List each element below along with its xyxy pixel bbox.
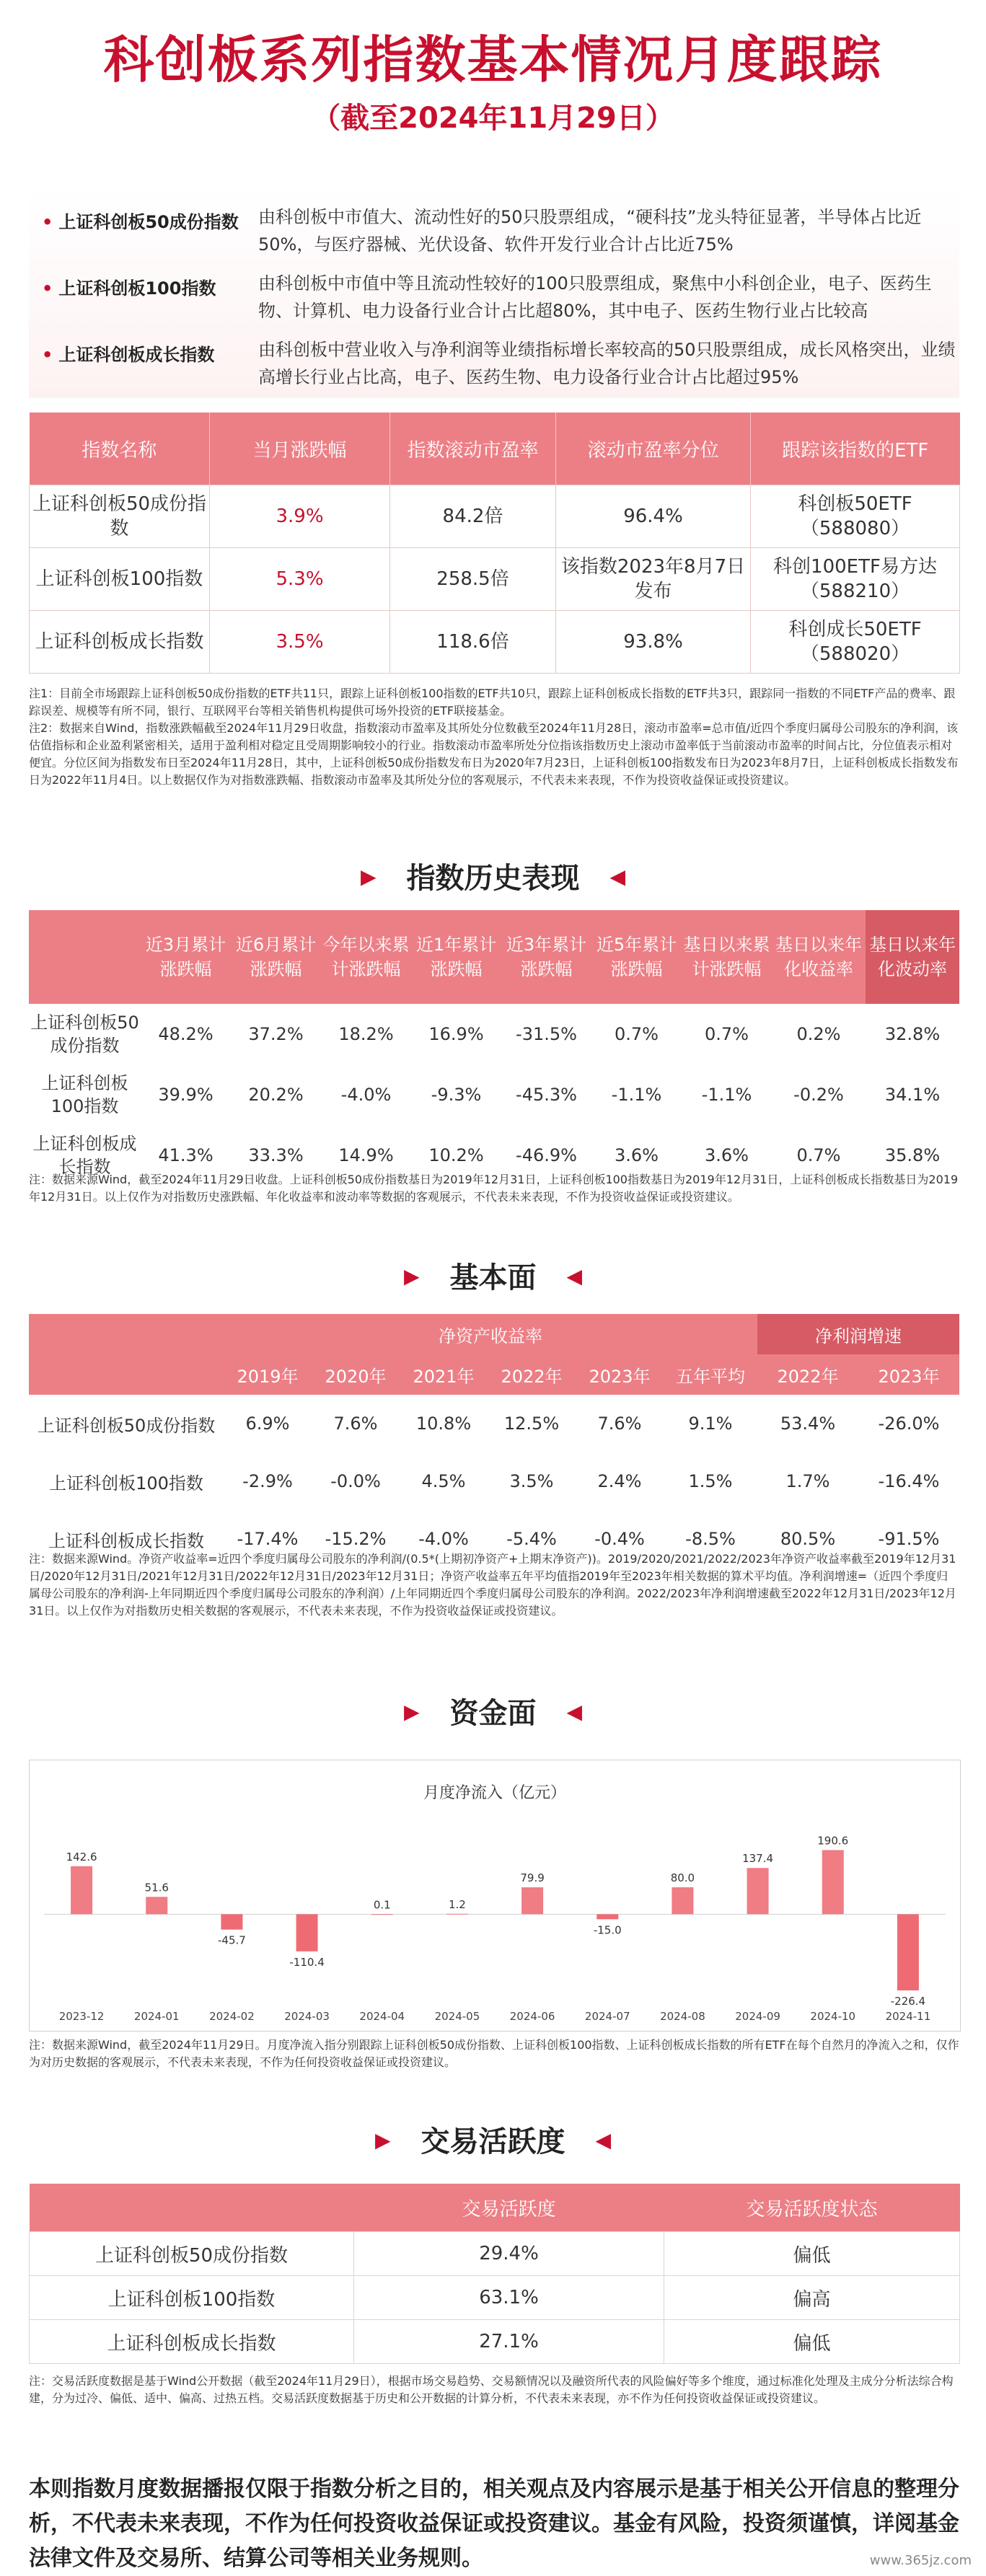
index-intro-panel xyxy=(29,189,959,398)
group-header-roe: 净资产收益率 xyxy=(224,1314,757,1354)
column-header: 交易活跃度 xyxy=(354,2184,664,2232)
index-name-cell: 上证科创板100指数 xyxy=(41,1073,128,1116)
column-header: 今年以来累计涨跌幅 xyxy=(321,910,411,1004)
fund-flow-chart xyxy=(29,1760,961,2032)
table-row xyxy=(30,2232,960,2276)
value-cell: 0.2% xyxy=(796,1024,841,1044)
group-header-profit-growth: 净利润增速 xyxy=(757,1314,959,1354)
pe-cell: 118.6倍 xyxy=(390,611,556,674)
chart-bar-2023-12 xyxy=(71,1866,92,1915)
fundamentals-table xyxy=(29,1314,959,1568)
activity-status-cell: 偏高 xyxy=(664,2276,960,2320)
value-cell: 32.8% xyxy=(884,1024,941,1044)
value-cell: 35.8% xyxy=(884,1145,941,1165)
value-cell: 1.7% xyxy=(785,1471,830,1491)
table-header-row xyxy=(29,910,959,1004)
value-cell: 10.8% xyxy=(415,1413,472,1434)
value-cell: -1.1% xyxy=(701,1085,752,1105)
intro-index-name: • 上证科创板100指数 xyxy=(42,274,216,299)
value-cell: 0.7% xyxy=(796,1145,841,1165)
column-header: 基日以来累计涨跌幅 xyxy=(682,910,772,1004)
value-cell: 48.2% xyxy=(158,1024,214,1044)
section-title-history xyxy=(0,864,986,893)
column-header: 交易活跃度状态 xyxy=(664,2184,960,2232)
etf-cell: 科创成长50ETF （588020） xyxy=(751,611,960,674)
history-performance-table xyxy=(29,910,959,1186)
value-cell: 10.2% xyxy=(428,1145,484,1165)
index-name-cell: 上证科创板成长指数 xyxy=(30,2320,354,2364)
column-header: 2020年 xyxy=(312,1354,400,1395)
chart-bar-2024-07 xyxy=(597,1914,618,1919)
table-row xyxy=(30,548,960,611)
disclaimer: 本则指数月度数据播报仅限于指数分析之目的，相关观点及内容展示是基于相关公开信息的整理分析，不代表未来表现，不作为任何投资收益保证或投资建议。基金有风险，投资须谨慎，详阅基金法律文件及交易所、结算公司等相关业务规则。 xyxy=(29,2476,959,2571)
etf-cell: 科创100ETF易方达 （588210） xyxy=(751,548,960,611)
table-row xyxy=(30,2320,960,2364)
value-cell: -0.2% xyxy=(793,1085,844,1105)
column-header xyxy=(29,1314,224,1395)
chart-x-tick-label: 2023-12 xyxy=(58,2010,105,2023)
intro-index-desc: 由科创板中市值大、流动性好的50只股票组成，“硬科技”龙头特征显著，半导体占比近50%，与医疗器械、光伏设备、软件开发行业合计占比近75% xyxy=(258,207,922,255)
value-cell: -46.9% xyxy=(516,1145,577,1165)
value-cell: 12.5% xyxy=(503,1413,560,1434)
table4-footnote: 注：交易活跃度数据是基于Wind公开数据（截至2024年11月29日），根据市场交易趋势、交易额情况以及融资所代表的风险偏好等多个维度，通过标准化处理及主成分分析法综合构建，分为过冷、偏低、适中、偏高、过热五档。交易活跃度数据基于历史和公开数据的计算分析，不代表未来表现，亦不作为任何投资收益保证或投资建议。 xyxy=(29,2374,954,2405)
chart-bar-2024-05 xyxy=(446,1914,468,1915)
value-cell: -26.0% xyxy=(878,1413,940,1434)
index-name-cell: 上证科创板100指数 xyxy=(30,548,210,611)
triangle-icon: ◀ xyxy=(609,865,626,888)
chart-x-tick-label: 2024-03 xyxy=(284,2010,330,2023)
section-title-text: 指数历史表现 xyxy=(406,862,580,895)
value-cell: 6.9% xyxy=(245,1413,290,1434)
column-header: 五年平均 xyxy=(664,1354,757,1395)
chart-x-tick-label: 2024-11 xyxy=(885,2010,931,2023)
value-cell: -1.1% xyxy=(611,1085,662,1105)
intro-index-desc: 由科创板中市值中等且流动性较好的100只股票组成，聚焦中小科创企业，电子、医药生物、计算机、电力设备行业合计占比超80%，其中电子、医药生物行业占比较高 xyxy=(258,273,932,321)
value-cell: -31.5% xyxy=(516,1024,577,1044)
column-header: 基日以来年化收益率 xyxy=(772,910,866,1004)
value-cell: -16.4% xyxy=(878,1471,940,1491)
chart-bar-2024-08 xyxy=(672,1887,693,1914)
index-summary-table xyxy=(29,413,960,674)
intro-index-desc: 由科创板中营业收入与净利润等业绩指标增长率较高的50只股票组成，成长风格突出，业绩高增长行业占比高，电子、医药生物、电力设备行业合计占比超过95% xyxy=(258,340,956,387)
value-cell: 7.6% xyxy=(333,1413,378,1434)
fund-flow-chart-svg xyxy=(30,1760,960,2031)
value-cell: 37.2% xyxy=(248,1024,304,1044)
value-cell: 34.1% xyxy=(884,1085,941,1105)
column-header: 指数滚动市盈率 xyxy=(390,413,556,485)
chart-data-label: 80.0 xyxy=(670,1871,695,1884)
value-cell: 41.3% xyxy=(158,1145,214,1165)
pe-percentile-cell: 96.4% xyxy=(556,485,751,548)
value-cell: 0.7% xyxy=(615,1024,659,1044)
table3-footnote: 注：数据来源Wind。净资产收益率=近四个季度归属母公司股东的净利润/(0.5*(上期初净资产+上期末净资产))。2019/2020/2021/2022/2023年净资产收益率截至2019年12月31日/2020年12月31日/2021年12月31日/2022年12月31日/2023年12月31日；净资产收益率五年平均值指2019年至2023年相关数据的算术平均值。净利润增速=（近四个季度归属母公司股东的净利润-上年同期近四个季度归属母公司股东的净利润）/上年同期近四个季度归属母公司股东的净利润。2022/2023年净利润增速截至2022年12月31日/2023年12月31日。以上仅作为对指数历史相关数据的客观展示，不代表未来表现，不作为投资收益保证或投资建议。 xyxy=(29,1552,956,1618)
table-header-row xyxy=(30,2184,960,2232)
chart-x-tick-label: 2024-10 xyxy=(810,2010,856,2023)
chart-bar-2024-04 xyxy=(371,1914,393,1915)
value-cell: -91.5% xyxy=(878,1529,940,1549)
value-cell: -17.4% xyxy=(237,1529,299,1549)
chart-footnote: 注：数据来源Wind，截至2024年11月29日。月度净流入指分别跟踪上证科创板50成份指数、上证科创板100指数、上证科创板成长指数的所有ETF在每个自然月的净流入之和，仅作为对历史数据的客观展示，不代表未来表现，不作为任何投资收益保证或投资建议。 xyxy=(29,2038,959,2069)
table-row xyxy=(29,1395,959,1452)
table-row xyxy=(29,1452,959,1510)
value-cell: 53.4% xyxy=(780,1413,836,1434)
trading-activity-table xyxy=(29,2184,960,2364)
index-name-cell: 上证科创板100指数 xyxy=(49,1473,203,1494)
chart-data-label: 0.1 xyxy=(373,1898,391,1912)
value-cell: 16.9% xyxy=(428,1024,484,1044)
pe-cell: 258.5倍 xyxy=(390,548,556,611)
table1-footnote: 注1：目前全市场跟踪上证科创板50成份指数的ETF共11只，跟踪上证科创板100指数的ETF共10只，跟踪上证科创板成长指数的ETF共3只，跟踪同一指数的不同ETF产品的费率、跟踪误差、规模等有所不同，银行、互联网平台等相关销售机构提供可场外投资的ETF联接基金。 注2：数据来自Wind，指数涨跌幅截至2024年11月29日收盘，指数滚动市盈率及其所处分位数截至2024年11月28日，滚动市盈率=总市值/近四个季度归属母公司股东的净利润，该估值指标和企业盈利紧密相关，适用于盈利相对稳定且受周期影响较小的行业。指数滚动市盈率所处分位指该指数历史上滚动市盈率低于当前滚动市盈率的时间占比，分位值表示相对便宜。分位区间为指数发布日至2024年11月28日，其中，上证科创板50成份指数发布日为2020年7月23日，上证科创板100指数发布日为2023年8月7日，上证科创板成长指数发布日为2022年11月4日。以上数据仅作为对指数涨跌幅、指数滚动市盈率及其所处分位的客观展示，不代表未来表现，不作为投资收益保证或投资建议。 xyxy=(29,687,959,787)
monthly-change-cell: 5.3% xyxy=(210,548,390,611)
value-cell: -15.2% xyxy=(325,1529,387,1549)
chart-bars xyxy=(59,1834,931,2023)
value-cell: 14.9% xyxy=(338,1145,394,1165)
value-cell: 3.6% xyxy=(615,1145,659,1165)
intro-index-name: • 上证科创板成长指数 xyxy=(42,340,214,366)
pe-percentile-cell: 93.8% xyxy=(556,611,751,674)
chart-x-tick-label: 2024-09 xyxy=(735,2010,780,2023)
chart-x-tick-label: 2024-05 xyxy=(434,2010,480,2023)
value-cell: -5.4% xyxy=(506,1529,557,1549)
section-title-fundamentals xyxy=(0,1263,986,1292)
pe-percentile-cell: 该指数2023年8月7日 发布 xyxy=(556,548,751,611)
value-cell: -4.0% xyxy=(340,1085,392,1105)
index-name-cell: 上证科创板50成份指数 xyxy=(30,1013,139,1056)
value-cell: -0.0% xyxy=(330,1471,381,1491)
index-name-cell: 上证科创板50成份指数 xyxy=(30,2232,354,2276)
chart-x-tick-label: 2024-02 xyxy=(209,2010,255,2023)
chart-data-label: 190.6 xyxy=(817,1834,849,1848)
index-name-cell: 上证科创板100指数 xyxy=(30,2276,354,2320)
index-name-cell: 上证科创板成长指数 xyxy=(30,611,210,674)
triangle-icon: ◀ xyxy=(566,1264,583,1288)
section-title-fund-flow xyxy=(0,1699,986,1728)
column-header: 滚动市盈率分位 xyxy=(556,413,751,485)
table-row xyxy=(30,611,960,674)
chart-bar-2024-03 xyxy=(296,1914,318,1951)
chart-x-tick-label: 2024-06 xyxy=(509,2010,555,2023)
chart-bar-2024-01 xyxy=(146,1897,167,1914)
value-cell: 39.9% xyxy=(158,1085,214,1105)
activity-status-cell: 偏低 xyxy=(664,2232,960,2276)
chart-bar-2024-02 xyxy=(221,1914,242,1929)
triangle-icon: ▶ xyxy=(374,2128,391,2152)
table-row xyxy=(30,485,960,548)
index-name-cell: 上证科创板成长指数 xyxy=(48,1530,204,1551)
column-header: 基日以来年化波动率 xyxy=(866,910,959,1004)
chart-x-tick-label: 2024-04 xyxy=(359,2010,405,2023)
value-cell: -0.4% xyxy=(594,1529,645,1549)
table2-footnote: 注：数据来源Wind，截至2024年11月29日收盘。上证科创板50成份指数基日为2019年12月31日，上证科创板100指数基日为2019年12月31日，上证科创板成长指数基日为2019年12月31日。以上仅作为对指数历史涨跌幅、年化收益率和波动率等数据的客观展示，不代表未来表现，不作为投资收益保证或投资建议。 xyxy=(29,1173,959,1204)
chart-bar-2024-09 xyxy=(747,1868,769,1914)
chart-data-label: 137.4 xyxy=(742,1852,774,1866)
table-row xyxy=(29,1004,959,1064)
section-title-activity xyxy=(0,2127,986,2156)
chart-x-tick-label: 2024-01 xyxy=(133,2010,180,2023)
column-header: 近5年累计涨跌幅 xyxy=(591,910,682,1004)
section-title-text: 资金面 xyxy=(449,1697,537,1730)
intro-index-name: • 上证科创板50成份指数 xyxy=(42,208,239,233)
section-title-text: 交易活跃度 xyxy=(421,2125,565,2158)
column-header: 2022年 xyxy=(488,1354,576,1395)
column-header: 近3年累计涨跌幅 xyxy=(501,910,591,1004)
chart-data-label: 51.6 xyxy=(144,1881,169,1894)
value-cell: 0.7% xyxy=(705,1024,749,1044)
page-subtitle: （截至2024年11月29日） xyxy=(312,102,674,135)
chart-data-label: -110.4 xyxy=(289,1955,325,1969)
column-header: 2023年 xyxy=(576,1354,664,1395)
value-cell: 2.4% xyxy=(597,1471,642,1491)
table-header-row xyxy=(30,413,960,485)
column-header: 2019年 xyxy=(224,1354,312,1395)
index-name-cell: 上证科创板50成份指数 xyxy=(37,1415,216,1436)
value-cell: 18.2% xyxy=(338,1024,394,1044)
footer-watermark: www.365jz.com xyxy=(869,2553,972,2568)
chart-data-label: -226.4 xyxy=(890,1994,926,2008)
monthly-change-cell: 3.9% xyxy=(210,485,390,548)
value-cell: 33.3% xyxy=(248,1145,304,1165)
activity-status-cell: 偏低 xyxy=(664,2320,960,2364)
activity-value-cell: 27.1% xyxy=(354,2320,664,2364)
chart-data-label: 142.6 xyxy=(66,1850,97,1863)
column-header xyxy=(30,2184,354,2232)
column-header xyxy=(29,910,141,1004)
value-cell: -2.9% xyxy=(242,1471,293,1491)
monthly-change-cell: 3.5% xyxy=(210,611,390,674)
value-cell: 3.5% xyxy=(509,1471,554,1491)
chart-bar-2024-11 xyxy=(897,1914,919,1990)
value-cell: 7.6% xyxy=(597,1413,642,1434)
chart-data-label: -15.0 xyxy=(593,1923,622,1937)
value-cell: 4.5% xyxy=(421,1471,466,1491)
chart-data-label: 1.2 xyxy=(448,1897,466,1911)
index-name-cell: 上证科创板成长指数 xyxy=(32,1134,137,1177)
value-cell: -45.3% xyxy=(516,1085,577,1105)
value-cell: 80.5% xyxy=(780,1529,836,1549)
value-cell: 20.2% xyxy=(248,1085,304,1105)
triangle-icon: ▶ xyxy=(403,1700,420,1724)
column-header: 指数名称 xyxy=(30,413,210,485)
section-title-text: 基本面 xyxy=(449,1261,537,1294)
pe-cell: 84.2倍 xyxy=(390,485,556,548)
chart-title: 月度净流入（亿元） xyxy=(423,1784,567,1802)
chart-x-tick-label: 2024-07 xyxy=(584,2010,630,2023)
column-header: 近3月累计涨跌幅 xyxy=(141,910,231,1004)
activity-value-cell: 29.4% xyxy=(354,2232,664,2276)
column-header: 2021年 xyxy=(400,1354,488,1395)
chart-x-tick-label: 2024-08 xyxy=(660,2010,705,2023)
column-header: 跟踪该指数的ETF xyxy=(751,413,960,485)
chart-data-label: 79.9 xyxy=(520,1871,545,1885)
value-cell: -4.0% xyxy=(418,1529,469,1549)
chart-data-label: -45.7 xyxy=(218,1933,246,1947)
chart-bar-2024-10 xyxy=(822,1850,844,1914)
page-title: 科创板系列指数基本情况月度跟踪 xyxy=(103,30,883,89)
table-header-row xyxy=(29,1314,959,1354)
table-row xyxy=(30,2276,960,2320)
triangle-icon: ◀ xyxy=(595,2128,612,2152)
table-row xyxy=(29,1064,959,1125)
value-cell: 9.1% xyxy=(688,1413,733,1434)
column-header: 近1年累计涨跌幅 xyxy=(411,910,501,1004)
value-cell: -9.3% xyxy=(431,1085,482,1105)
activity-value-cell: 63.1% xyxy=(354,2276,664,2320)
column-header: 近6月累计涨跌幅 xyxy=(231,910,321,1004)
index-name-cell: 上证科创板50成份指数 xyxy=(30,485,210,548)
column-header: 当月涨跌幅 xyxy=(210,413,390,485)
triangle-icon: ▶ xyxy=(360,865,377,888)
value-cell: 1.5% xyxy=(688,1471,733,1491)
triangle-icon: ◀ xyxy=(566,1700,583,1724)
etf-cell: 科创板50ETF （588080） xyxy=(751,485,960,548)
triangle-icon: ▶ xyxy=(403,1264,420,1288)
chart-bar-2024-06 xyxy=(521,1887,543,1914)
value-cell: -8.5% xyxy=(685,1529,736,1549)
column-header: 2023年 xyxy=(858,1354,959,1395)
column-header: 2022年 xyxy=(757,1354,858,1395)
value-cell: 3.6% xyxy=(705,1145,749,1165)
